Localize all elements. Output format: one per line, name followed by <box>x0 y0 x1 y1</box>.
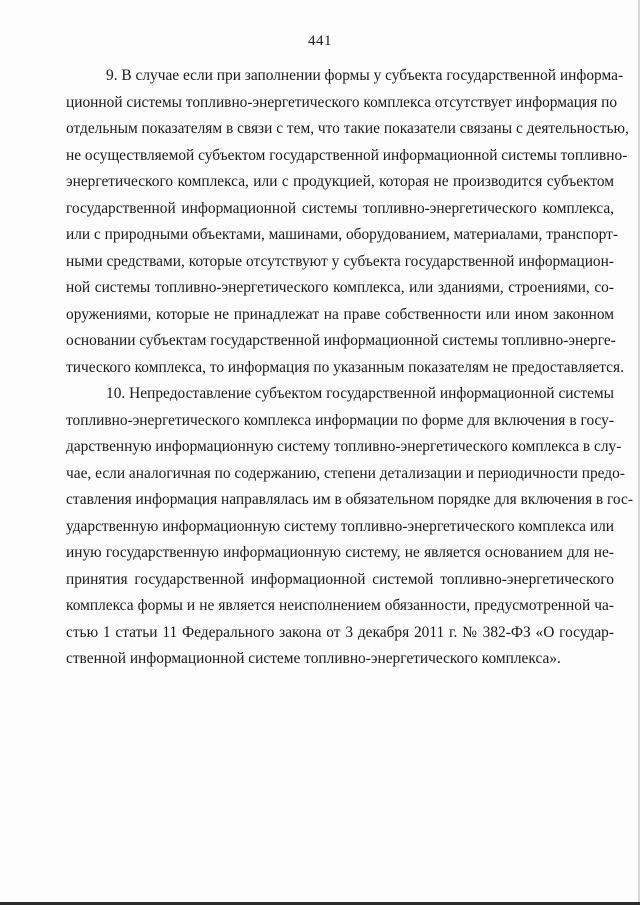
paragraph-10-line: принятия государственной информационной системой топливно-энергетического <box>66 570 614 588</box>
paragraph-10-line: чае, если аналогичная по содержанию, степени детализации и периодичности предо- <box>66 464 625 482</box>
paragraph-9-line: основании субъектам государственной информационной системы топливно-энерге- <box>66 332 616 349</box>
paragraph-10-line: топливно-энергетического комплекса информации по форме для включения в госу- <box>66 411 614 429</box>
paragraph-9-line: не осуществляемой субъектом государственной информационной системы топливно- <box>66 146 628 164</box>
paragraph-10-line: ственной информационной системе топливно-энергетического комплекса». <box>66 650 561 667</box>
paragraph-9-line: энергетического комплекса, или с продукцией, которая не производится субъектом <box>66 173 614 190</box>
paragraph-9-line: государственной информационной системы топливно-энергетического комплекса, <box>66 199 614 217</box>
paragraph-9-line: 9. В случае если при заполнении формы у субъекта государственной информа- <box>106 67 624 84</box>
paragraph-10-line: 10. Непредоставление субъектом государственной информационной системы <box>106 385 614 402</box>
paragraph-10-line: ударственную информационную систему топливно-энергетического комплекса или <box>66 517 614 535</box>
paragraph-9-line: оружениями, которые не принадлежат на праве собственности или ином законном <box>66 305 614 323</box>
paragraph-9-line: или с природными объектами, машинами, оборудованием, материалами, транспорт- <box>66 226 619 243</box>
paragraph-10-line: ставления информация направлялась им в обязательном порядке для включения в гос- <box>66 491 633 508</box>
paragraph-9-line: отдельным показателям в связи с тем, что такие показатели связаны с деятельностью, <box>66 120 629 137</box>
paragraph-9-line: ной системы топливно-энергетического комплекса, или зданиями, строениями, со- <box>66 279 614 296</box>
page-number: 441 <box>308 33 332 49</box>
paragraph-9-line: ными средствами, которые отсутствуют у субъекта государственной информацион- <box>66 252 614 270</box>
paragraph-10 <box>66 381 633 673</box>
paragraph-10-line: комплекса формы и не является неисполнением обязанности, предусмотренной ча- <box>66 597 614 614</box>
paragraph-9-line: ционной системы топливно-энергетического комплекса отсутствует информация по <box>66 93 618 111</box>
paragraph-10-line: стью 1 статьи 11 Федерального закона от 3 декабря 2011 г. № 382-ФЗ «О госудаp- <box>66 623 614 641</box>
paragraph-9-line: тического комплекса, то информация по указанным показателям не предоставляется. <box>66 358 624 376</box>
paragraph-9 <box>66 63 629 381</box>
paragraph-10-line: дарственную информационную систему топливно-энергетического комплекса в слу- <box>66 438 622 455</box>
document-body <box>66 63 633 673</box>
paragraph-10-line: иную государственную информационную систему, не является основанием для не- <box>66 544 614 561</box>
